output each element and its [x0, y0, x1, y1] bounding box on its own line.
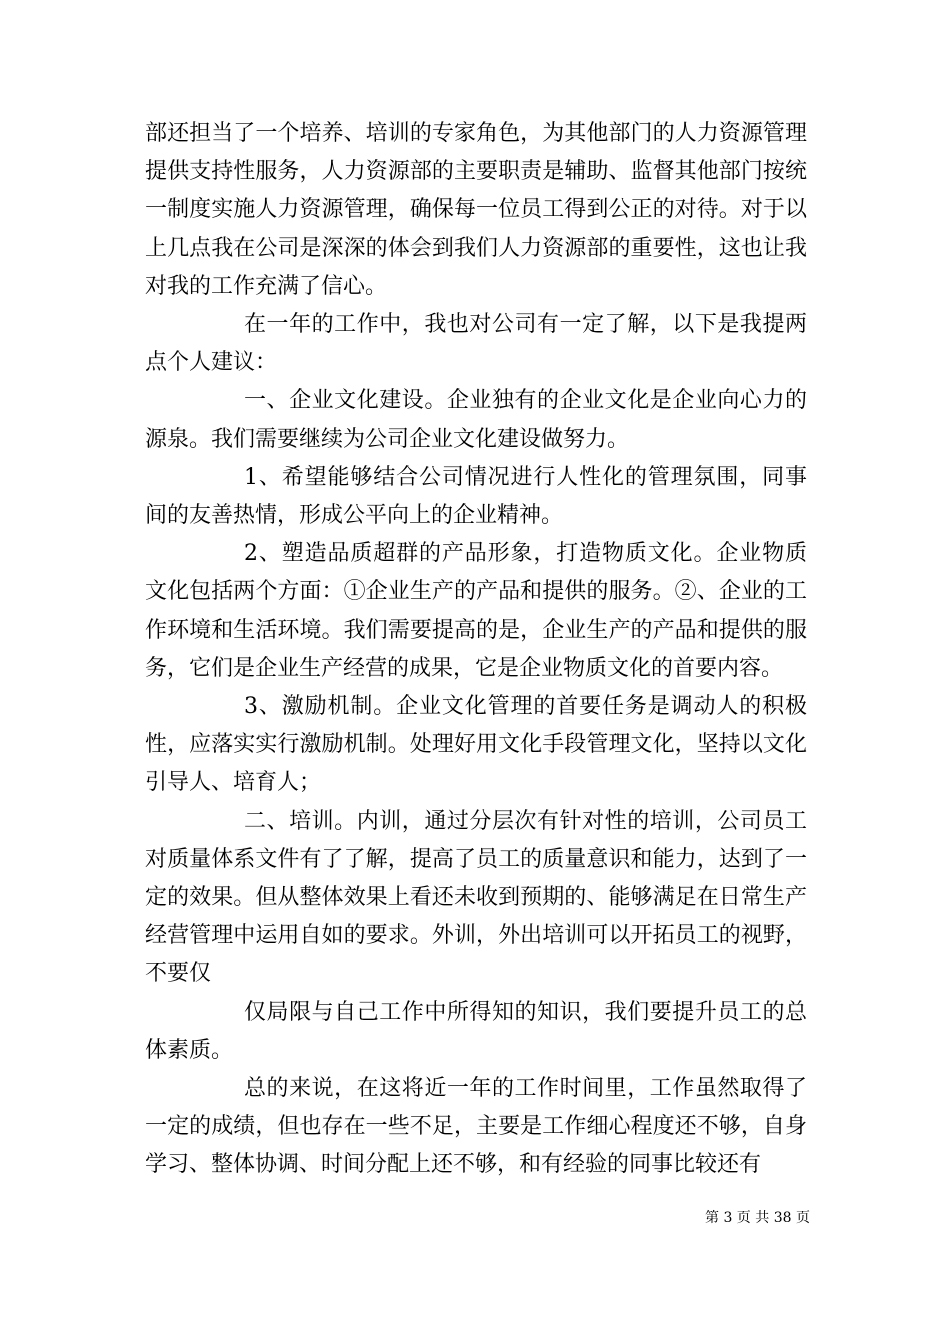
paragraph: 总的来说，在这将近一年的工作时间里，工作虽然取得了一定的成绩，但也存在一些不足，主要是工作细心程度还不够，自身学习、整体协调、时间分配上还不够，和有经验的同事比较还有: [145, 1076, 807, 1178]
paragraph: 仅局限与自己工作中所得知的知识，我们要提升员工的总体素质。: [145, 999, 807, 1063]
paragraph: 二、培训。内训，通过分层次有针对性的培训，公司员工对质量体系文件有了了解，提高了员工的质量意识和能力，达到了一定的效果。但从整体效果上看还未收到预期的、能够满足在日常生产经营管理中运用自如的要求。外训，外出培训可以开拓员工的视野，不要仅: [145, 808, 807, 987]
paragraph: 2、塑造品质超群的产品形象，打造物质文化。企业物质文化包括两个方面：①企业生产的产品和提供的服务。②、企业的工作环境和生活环境。我们需要提高的是，企业生产的产品和提供的服务，它们是企业生产经营的成果，它是企业物质文化的首要内容。: [145, 541, 807, 681]
paragraph: 1、希望能够结合公司情况进行人性化的管理氛围，同事间的友善热情，形成公平向上的企业精神。: [145, 464, 807, 529]
paragraph: 3、激励机制。企业文化管理的首要任务是调动人的积极性，应落实实行激励机制。处理好用文化手段管理文化，坚持以文化引导人、培育人；: [145, 694, 807, 796]
paragraph: 一、企业文化建设。企业独有的企业文化是企业向心力的源泉。我们需要继续为公司企业文化建设做努力。: [145, 388, 807, 452]
page-number-footer: 第 3 页 共 38 页: [705, 1210, 810, 1226]
paragraph: 在一年的工作中，我也对公司有一定了解，以下是我提两点个人建议：: [145, 312, 807, 376]
paragraph: 部还担当了一个培养、培训的专家角色，为其他部门的人力资源管理提供支持性服务，人力资源部的主要职责是辅助、监督其他部门按统一制度实施人力资源管理，确保每一位员工得到公正的对待。对于以上几点我在公司是深深的体会到我们人力资源部的重要性，这也让我对我的工作充满了信心。: [145, 121, 807, 299]
document-body: [145, 115, 807, 1185]
